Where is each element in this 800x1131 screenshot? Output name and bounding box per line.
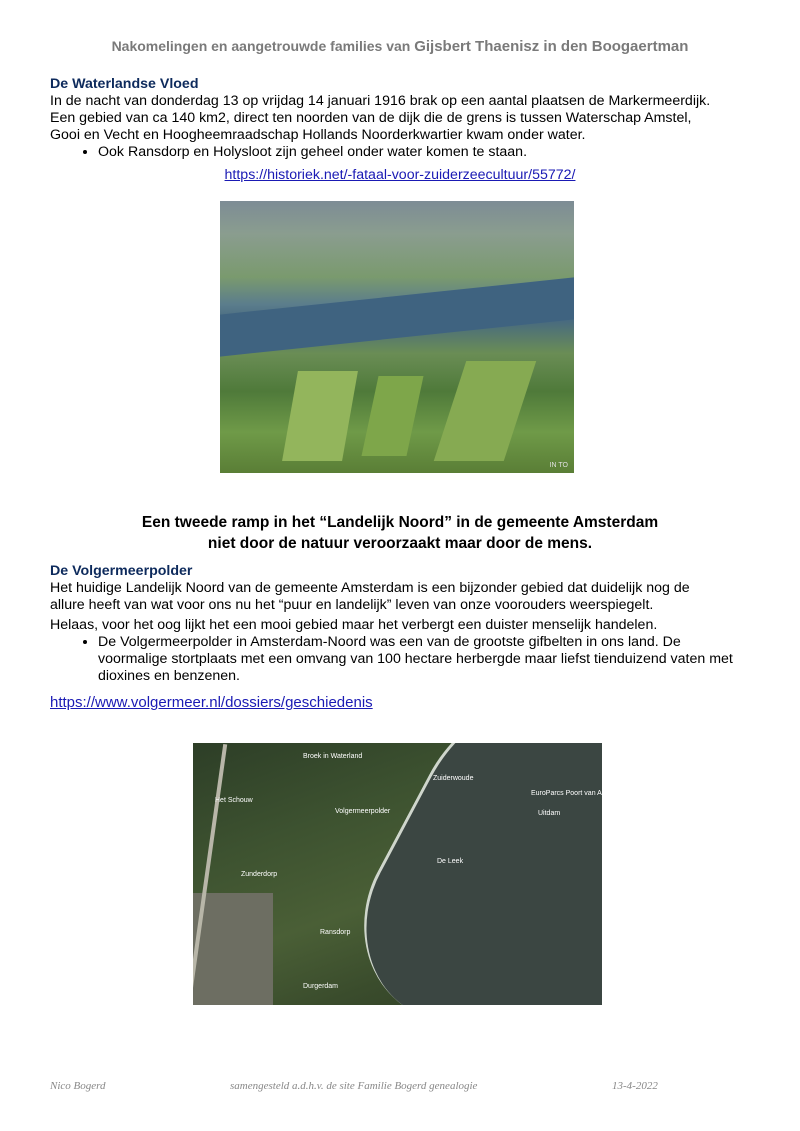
section1-bullet: • Ook Ransdorp en Holysloot zijn geheel onder water komen te staan. [98, 144, 750, 161]
title2-line2: niet door de natuur veroorzaakt maar door de mens. [207, 535, 593, 552]
section1-bullet-list [50, 144, 750, 161]
photo-watermark: IN TO [549, 462, 568, 469]
section2-bullet: • De Volgermeerpolder in Amsterdam-Noord was een van de grootste gifbelten in ons land. De voormalige stortplaats met een omvang van 100 hectare herbergde maar liefst tienduizend vaten met dioxines en benzenen. [98, 634, 750, 685]
map-label: Zunderdorp [241, 871, 278, 878]
header-name: Gijsbert Thaenisz in den Boogaertman [414, 38, 689, 55]
map-urban-area [193, 893, 273, 1005]
map-label: Durgerdam [303, 983, 339, 990]
map-label: Zuiderwoude [433, 775, 474, 782]
volgermeer-link[interactable]: https://www.volgermeer.nl/dossiers/geschiedenis [50, 694, 373, 711]
footer-source: samengesteld a.d.h.v. de site Familie Bogerd genealogie [230, 1080, 478, 1092]
section2-line3: Helaas, voor het oog lijkt het een mooi gebied maar het verbergt een duister menselijk handelen. [50, 617, 658, 633]
second-disaster-title [0, 512, 800, 554]
map-water [327, 743, 602, 1005]
section2-heading: De Volgermeerpolder [50, 563, 193, 579]
map-label: Volgermeerpolder [335, 808, 391, 815]
footer-date: 13-4-2022 [612, 1080, 658, 1092]
map-label: Het Schouw [215, 797, 253, 804]
map-label: EuroParcs Poort van A [531, 790, 602, 797]
page-footer [0, 1080, 800, 1094]
section2-line1: Het huidige Landelijk Noord van de gemeente Amsterdam is een bijzonder gebied dat duidelijk nog de [50, 580, 690, 596]
section1-line3: Gooi en Vecht en Hoogheemraadschap Hollands Noorderkwartier kwam onder water. [50, 127, 586, 143]
map-label: De Leek [437, 858, 464, 865]
title2-line1: Een tweede ramp in het “Landelijk Noord” in de gemeente Amsterdam [141, 514, 659, 531]
satellite-map-volgermeerpolder [193, 743, 602, 1005]
photo-field [282, 371, 358, 461]
map-label: Uitdam [538, 810, 561, 817]
photo-field [434, 361, 536, 461]
aerial-photo-ransdorp [220, 201, 574, 473]
map-label: Broek in Waterland [303, 753, 363, 760]
historiek-link[interactable]: https://historiek.net/-fataal-voor-zuiderzeecultuur/55772/ [224, 167, 576, 183]
section1-heading: De Waterlandse Vloed [50, 76, 199, 92]
map-label: Ransdorp [320, 929, 351, 936]
section1-line1: In de nacht van donderdag 13 op vrijdag 14 januari 1916 brak op een aantal plaatsen de Markermeerdijk. [50, 93, 711, 109]
photo-water [220, 277, 574, 356]
header-prefix: Nakomelingen en aangetrouwde families van [111, 38, 415, 54]
section-waterlandse-vloed [50, 76, 750, 184]
section-volgermeerpolder [50, 563, 750, 685]
section1-line2: Een gebied van ca 140 km2, direct ten noorden van de dijk die de grens is tussen Waterschap Amstel, [50, 110, 692, 126]
section2-bullet-list [50, 634, 750, 685]
footer-author: Nico Bogerd [50, 1080, 106, 1092]
photo-field [361, 376, 423, 456]
section2-line2: allure heeft van wat voor ons nu het “puur en landelijk” leven van onze voorouders weerspiegelt. [50, 597, 654, 613]
page-header [0, 38, 800, 55]
